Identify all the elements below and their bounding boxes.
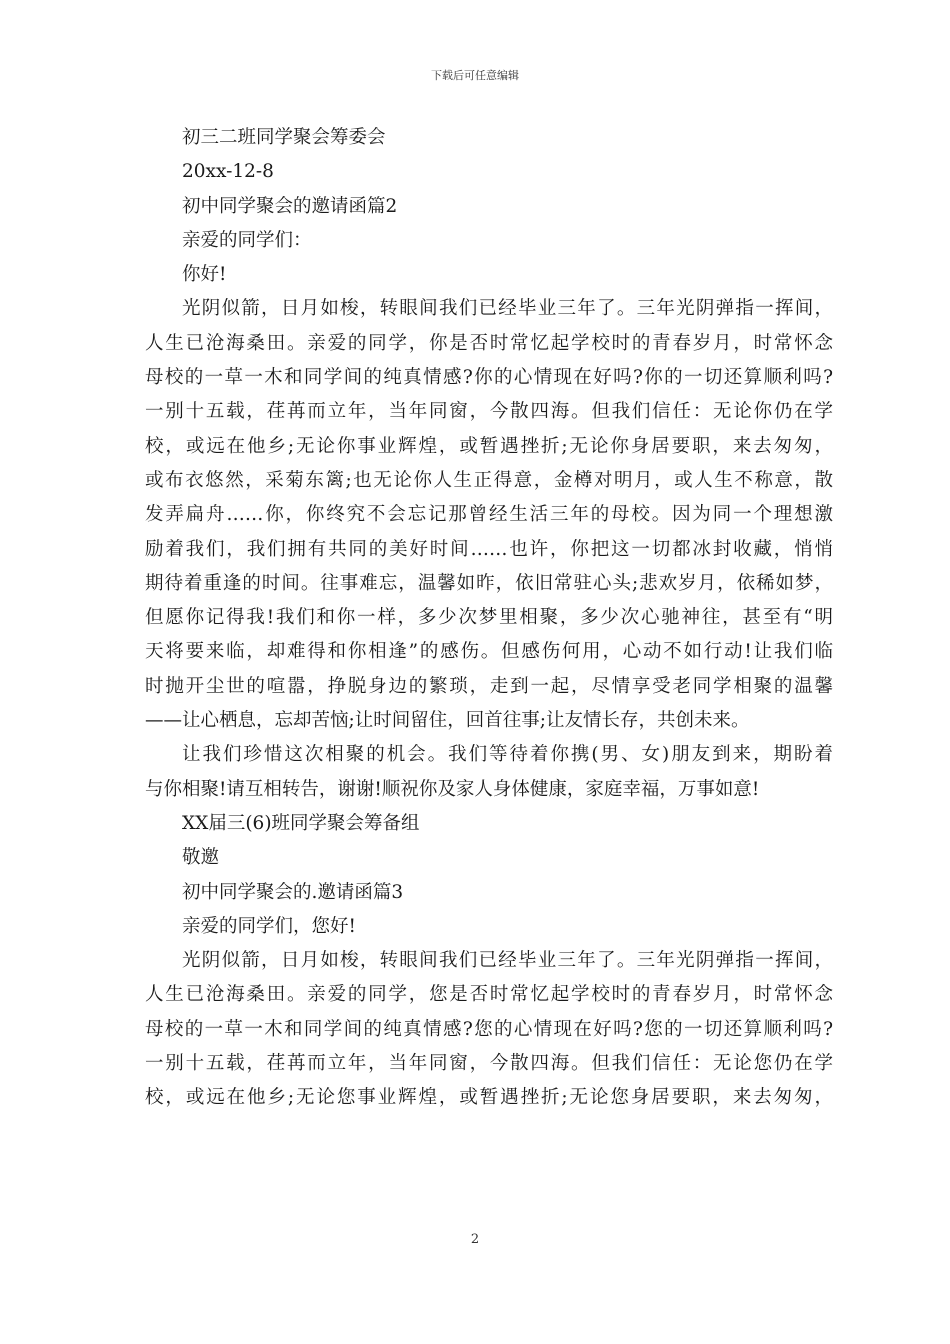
organizer-signature: XX届三(6)班同学聚会筹备组 [182,812,420,834]
paragraph-line: 母校的一草一木和同学间的纯真情感?您的心情现在好吗?您的一切还算顺利吗? [145,1018,833,1040]
page-header: 下载后可任意编辑 [431,69,519,82]
paragraph-line: 或布衣悠然，采菊东篱;也无论你人生正得意，金樽对明月，或人生不称意，散 [145,469,833,491]
paragraph-line: 一别十五载，荏苒而立年，当年同窗，今散四海。但我们信任：无论您仍在学 [145,1053,833,1075]
paragraph-line: 让我们珍惜这次相聚的机会。我们等待着你携(男、女)朋友到来，期盼着 [182,744,833,766]
paragraph-line: 时抛开尘世的喧嚣，挣脱身边的繁琐，走到一起，尽情享受老同学相聚的温馨 [145,675,833,697]
section-title-2: 初中同学聚会的邀请函篇2 [182,195,398,217]
closing: 敬邀 [182,847,220,869]
paragraph-line: 人生已沧海桑田。亲爱的同学，您是否时常忆起学校时的青春岁月，时常怀念 [145,984,833,1006]
salutation: 亲爱的同学们： [182,229,312,251]
document-body [145,121,833,1116]
paragraph-line: 人生已沧海桑田。亲爱的同学，你是否时常忆起学校时的青春岁月，时常怀念 [145,332,833,354]
paragraph-line: 母校的一草一木和同学间的纯真情感?你的心情现在好吗?你的一切还算顺利吗? [145,367,833,389]
paragraph-line: 校，或远在他乡;无论您事业辉煌，或暂遇挫折;无论您身居要职，来去匆匆， [145,1087,833,1109]
date-line: 20xx-12-8 [182,161,274,183]
greeting: 你好! [182,264,227,286]
paragraph-line: 期待着重逢的时间。往事难忘，温馨如昨，依旧常驻心头;悲欢岁月，依稀如梦， [145,572,833,594]
paragraph-line: 励着我们，我们拥有共同的美好时间……也许，你把这一切都冰封收藏，悄悄 [145,538,833,560]
paragraph-line: 发弄扁舟……你，你终究不会忘记那曾经生活三年的母校。因为同一个理想激 [145,504,833,526]
paragraph-line: 天将要来临，却难得和你相逢”的感伤。但感伤何用，心动不如行动!让我们临 [145,641,833,663]
salutation: 亲爱的同学们，您好! [182,915,356,937]
paragraph-line: 一别十五载，荏苒而立年，当年同窗，今散四海。但我们信任：无论你仍在学 [145,401,833,423]
paragraph-line: 与你相聚!请互相转告，谢谢!顺祝你及家人身体健康，家庭幸福，万事如意! [145,778,760,800]
paragraph-line: ——让心栖息，忘却苦恼;让时间留住，回首往事;让友情长存，共创未来。 [145,710,750,732]
paragraph-line: 校，或远在他乡;无论你事业辉煌，或暂遇挫折;无论你身居要职，来去匆匆， [145,435,833,457]
paragraph-line: 但愿你记得我!我们和你一样，多少次梦里相聚，多少次心驰神往，甚至有“明 [145,607,833,629]
page-number: 2 [470,1232,480,1247]
committee-signature: 初三二班同学聚会筹委会 [182,127,386,148]
paragraph-line: 光阴似箭，日月如梭，转眼间我们已经毕业三年了。三年光阴弹指一挥间， [182,298,833,320]
section-title-3: 初中同学聚会的.邀请函篇3 [182,881,404,903]
paragraph-line: 光阴似箭，日月如梭，转眼间我们已经毕业三年了。三年光阴弹指一挥间， [182,950,833,972]
